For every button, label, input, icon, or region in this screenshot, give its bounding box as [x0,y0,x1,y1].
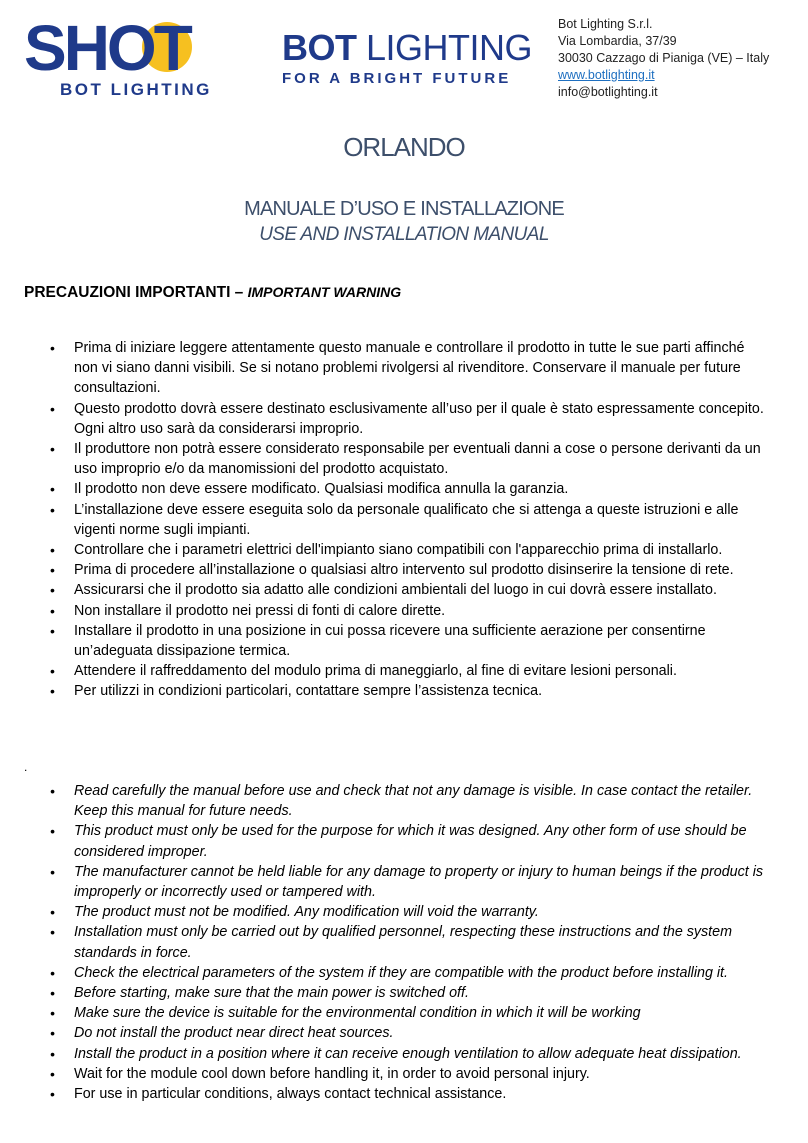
warnings-list-it [50,338,770,702]
separator-mark: . [24,760,28,774]
shot-logo-word: SHOT [24,12,190,84]
page-header [0,0,808,110]
list-item: • Questo prodotto dovrà essere destinato esclusivamente all’uso per il quale è stato espressamente concepito. Ogni altro uso sarà da considerarsi improprio. [50,399,770,439]
section-heading [24,284,401,302]
section-heading-it: PRECAUZIONI IMPORTANTI [24,284,231,301]
list-item: • The product must not be modified. Any modification will void the warranty. [50,902,770,922]
list-item: • Non installare il prodotto nei pressi di fonti di calore dirette. [50,601,770,621]
list-item: • The manufacturer cannot be held liable for any damage to property or injury to human beings if the product is improperly or incorrectly used or tampered with. [50,862,770,902]
list-item: • Il produttore non potrà essere considerato responsabile per eventuali danni a cose o persone derivanti da un uso improprio e/o da manomissioni del prodotto acquistato. [50,439,770,479]
company-city: 30030 Cazzago di Pianiga (VE) – Italy [558,51,770,65]
manual-title-en: USE AND INSTALLATION MANUAL [259,224,549,245]
list-item: • Per utilizzi in condizioni particolari, contattare sempre l’assistenza tecnica. [50,681,770,701]
section-heading-en: IMPORTANT WARNING [247,284,402,300]
list-item: • Install the product in a position where it can receive enough ventilation to allow adequate heat dissipation. [50,1044,770,1064]
list-item: • L’installazione deve essere eseguita solo da personale qualificato che si attenga a queste istruzioni e alle vigenti norme sugli impianti. [50,500,770,540]
warnings-list-en [50,781,770,1104]
list-item: • Check the electrical parameters of the system if they are compatible with the product before installing it. [50,963,770,983]
company-street: Via Lombardia, 37/39 [558,34,677,48]
section-heading-sep: – [230,284,248,301]
list-item: • Do not install the product near direct heat sources. [50,1023,770,1043]
list-item: • Make sure the device is suitable for the environmental condition in which it will be working [50,1003,770,1023]
website-link[interactable]: www.botlighting.it [558,68,655,82]
list-item: • Attendere il raffreddamento del modulo prima di maneggiarlo, al fine di evitare lesioni personali. [50,661,770,681]
shot-logo [24,12,236,106]
product-title: ORLANDO [343,132,465,162]
list-item: • Il prodotto non deve essere modificato. Qualsiasi modifica annulla la garanzia. [50,479,770,499]
list-item: • Before starting, make sure that the main power is switched off. [50,983,770,1003]
company-address [558,16,769,101]
list-item: • Wait for the module cool down before handling it, in order to avoid personal injury. [50,1064,770,1084]
bot-logo-light: LIGHTING [366,27,533,68]
company-email: info@botlighting.it [558,85,658,99]
list-item: • This product must only be used for the purpose for which it was designed. Any other form of use should be considered improper. [50,821,770,861]
list-item: • Prima di procedere all’installazione o qualsiasi altro intervento sul prodotto disinserire la tensione di rete. [50,560,770,580]
bot-logo-word [282,27,533,68]
list-item: • Read carefully the manual before use and check that not any damage is visible. In case contact the retailer. Keep this manual for future needs. [50,781,770,821]
list-item: • For use in particular conditions, always contact technical assistance. [50,1084,770,1104]
bot-lighting-logo [282,27,533,90]
list-item: • Installare il prodotto in una posizione in cui possa ricevere una sufficiente aerazione per consentirne un’adeguata dissipazione termica. [50,621,770,661]
company-name: Bot Lighting S.r.l. [558,17,653,31]
list-item: • Controllare che i parametri elettrici dell'impianto siano compatibili con l'apparecchio prima di installarlo. [50,540,770,560]
list-item: • Prima di iniziare leggere attentamente questo manuale e controllare il prodotto in tutte le sue parti affinché non vi siano danni visibili. Se si notano problemi rivolgersi al rivenditore. Conservare il manuale per future consultazioni. [50,338,770,399]
manual-title-it: MANUALE D’USO E INSTALLAZIONE [244,198,564,220]
bot-logo-tagline: FOR A BRIGHT FUTURE [282,70,512,87]
bot-logo-bold: BOT [282,27,357,68]
list-item: • Installation must only be carried out by qualified personnel, respecting these instructions and the system standards in force. [50,922,770,962]
shot-logo-sub: BOT LIGHTING [60,80,212,99]
list-item: • Assicurarsi che il prodotto sia adatto alle condizioni ambientali del luogo in cui dovrà essere installato. [50,580,770,600]
